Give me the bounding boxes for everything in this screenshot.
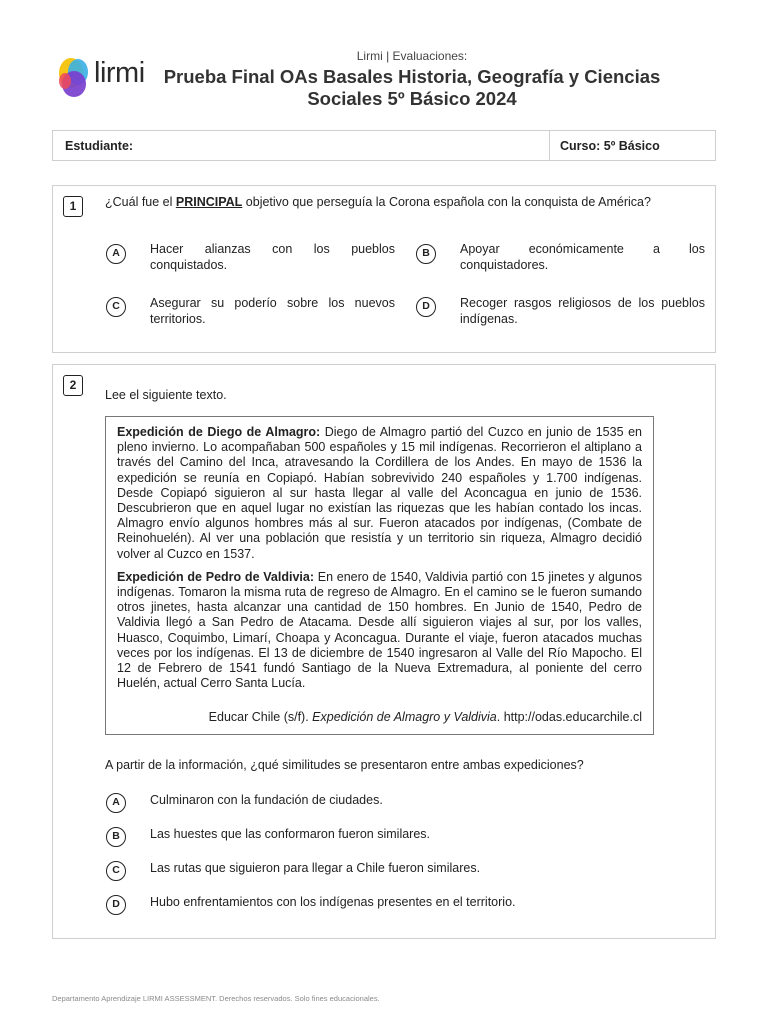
source-title: Expedición de Almagro y Valdivia [312, 710, 497, 724]
question-1 [52, 185, 716, 353]
question-number: 1 [63, 196, 83, 217]
passage-heading: Expedición de Pedro de Valdivia: [117, 569, 314, 584]
option-a-text[interactable]: Hacer alianzas con los pueblos conquistados. [150, 242, 395, 272]
page-title: Prueba Final OAs Basales Historia, Geografía y Ciencias Sociales 5º Básico 2024 [163, 66, 661, 109]
header-subtitle: Lirmi | Evaluaciones: [356, 49, 468, 63]
question-text-part: ¿Cuál fue el [105, 195, 176, 209]
question-2 [52, 364, 716, 939]
reading-passage [105, 416, 654, 735]
passage-heading: Expedición de Diego de Almagro: [117, 425, 321, 439]
option-c-text[interactable]: Asegurar su poderío sobre los nuevos territorios. [150, 296, 395, 326]
passage-paragraph-1 [117, 425, 642, 562]
course-label: Curso: 5º Básico [560, 139, 660, 153]
student-info-box [52, 130, 716, 161]
option-a-circle[interactable]: A [106, 793, 126, 813]
option-c-circle[interactable]: C [106, 861, 126, 881]
option-a-circle[interactable]: A [106, 244, 126, 264]
passage-body: Diego de Almagro partió del Cuzco en junio de 1535 en pleno invierno. Lo acompañaban 500 españoles y 15 mil indígenas. Recorrieron el altiplano a través del Camino del Inca, atravesando la Cordillera de los Andes. En mayo de 1536 la expedición se reunía en Copiapó. Habían sobrevivido 240 españoles y 1.700 indígenas. Desde Copiapó siguieron al sur hasta llegar al valle del Aconcagua en junio de 1536. Descubrieron que en aquel lugar no existían las riquezas que les habían contado los incas. Almagro envío algunos hombres más al sur. Fueron atacados por indígenas, (Combate de Reinohuelén). Al ver una población que resistía y un territorio sin riqueza, Almagro decidió volver al Cuzco en 1537. [117, 425, 642, 561]
source-url: . http://odas.educarchile.cl [496, 710, 642, 724]
passage-paragraph-2 [117, 570, 642, 692]
option-b-circle[interactable]: B [416, 244, 436, 264]
question-text-part: objetivo que perseguía la Corona española con la conquista de América? [242, 195, 651, 209]
option-a-text[interactable]: Culminaron con la fundación de ciudades. [150, 793, 383, 807]
option-b-text[interactable]: Las huestes que las conformaron fueron similares. [150, 827, 431, 841]
page-footer: Departamento Aprendizaje LIRMI ASSESSMENT. Derechos reservados. Solo fines educacionales. [52, 994, 380, 1003]
option-d-circle[interactable]: D [106, 895, 126, 915]
question-emphasis: PRINCIPAL [175, 195, 243, 209]
divider [549, 131, 550, 160]
passage-body: En enero de 1540, Valdivia partió con 15 jinetes y algunos indígenas. Tomaron la misma ruta de regreso de Almagro. En el camino se le fueron sumando otros jinetes, hasta alcanzar una cantidad de 150 hombres. En Junio de 1540, Pedro de Valdivia llegó a San Pedro de Atacama. Desde allí siguieron viajes al sur, por los valles, Huasco, Coquimbo, Limarí, Choapa y Aconcagua. Durante el viaje, fueron atacados muchas veces por los indígenas. El 13 de diciembre de 1540 ingresaron al Valle del Río Mapocho. El 12 de Febrero de 1541 fundó Santiago de la Nueva Extremadura, al poniente del cerro Huelén, actual Cerro Santa Lucía. [117, 569, 642, 691]
question-text: A partir de la información, ¿qué similitudes se presentaron entre ambas expediciones? [105, 758, 584, 772]
page-header [0, 0, 768, 120]
option-b-text[interactable]: Apoyar económicamente a los conquistadores. [460, 242, 705, 272]
question-text [105, 195, 687, 210]
option-d-text[interactable]: Hubo enfrentamientos con los indígenas presentes en el territorio. [150, 895, 516, 909]
option-b-circle[interactable]: B [106, 827, 126, 847]
option-c-text[interactable]: Las rutas que siguieron para llegar a Chile fueron similares. [150, 861, 481, 875]
question-intro: Lee el siguiente texto. [105, 388, 227, 402]
source-author: Educar Chile (s/f). [208, 710, 313, 724]
brand-name: lirmi [94, 57, 145, 89]
option-c-circle[interactable]: C [106, 297, 126, 317]
passage-source [209, 710, 642, 724]
question-number: 2 [63, 375, 83, 396]
option-d-text[interactable]: Recoger rasgos religiosos de los pueblos indígenas. [460, 296, 705, 326]
student-label: Estudiante: [65, 139, 134, 153]
option-d-circle[interactable]: D [416, 297, 436, 317]
